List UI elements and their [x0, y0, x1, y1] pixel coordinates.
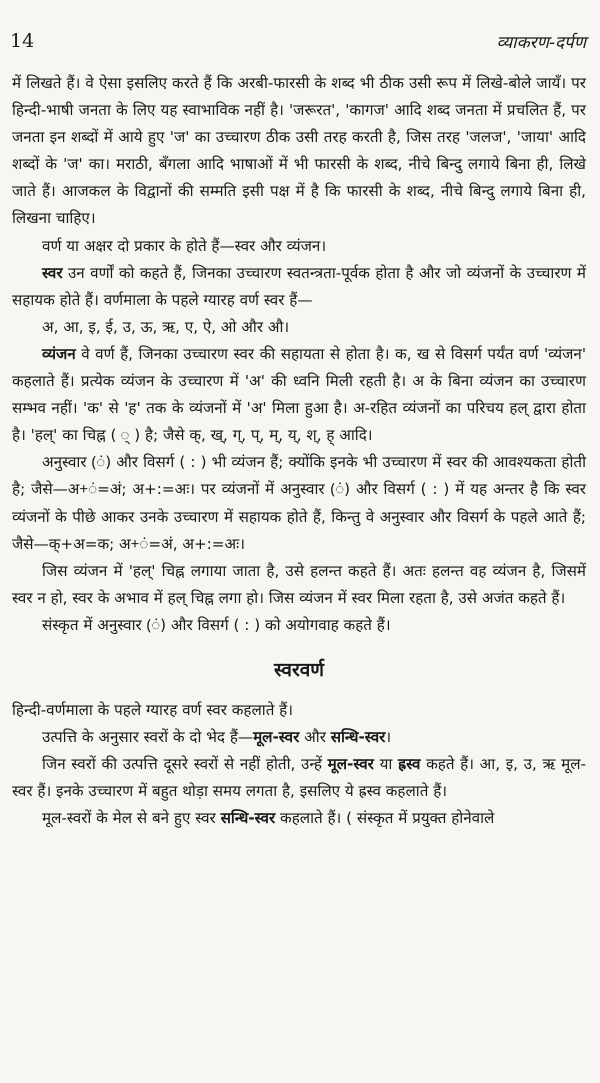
- sandhi-swar-text: मूल-स्वरों के मेल से बने हुए स्वर: [42, 809, 221, 828]
- vyanjan-definition-text: वे वर्ण हैं, जिनका उच्चारण स्वर की सहायता से होता है। क, ख से विसर्ग पर्यंत वर्ण 'व्यंजन' कहलाते हैं। प्रत्येक व्यंजन के उच्चारण में 'अ' की ध्वनि मिली रहती है। अ के बिना व्यंजन का उच्चारण सम्भव नहीं। 'क' से 'ह' तक के व्यंजनों में 'अ' मिला हुआ है। अ-रहित व्यंजनों का परिचय हल् द्वारा होता है। 'हल्' का चिह्न ( ् ) है; जैसे क्, ख्, ग्, प्, म्, य्, श्, ह् आदि।: [12, 344, 586, 445]
- term-sandhi-swar: सन्धि-स्वर: [330, 728, 386, 747]
- paragraph-sandhi-swar: [12, 805, 586, 832]
- sandhi-swar-text-end: कहलाते हैं। ( संस्कृत में प्रयुक्त होनेवाले: [275, 809, 495, 828]
- section-heading: स्वरवर्ण: [273, 658, 325, 681]
- paragraph-mool-swar: [12, 751, 586, 805]
- conjunction-text: और: [299, 728, 331, 747]
- mool-swar-text: जिन स्वरों की उत्पत्ति दूसरे स्वरों से नहीं होती, उन्हें: [42, 755, 328, 774]
- conjunction-text-2: या: [373, 755, 398, 774]
- page-number: 14: [10, 30, 35, 52]
- term-vyanjan: व्यंजन: [42, 344, 76, 363]
- term-sandhi-swar-2: सन्धि-स्वर: [220, 809, 276, 828]
- paragraph-swar-bhed: [12, 724, 586, 751]
- paragraph-swar-definition: [12, 260, 586, 314]
- running-head: व्याकरण-दर्पण: [496, 33, 586, 53]
- term-hrasva: ह्रस्व: [398, 755, 421, 774]
- sentence-end: ।: [385, 728, 392, 747]
- paragraph-anusvar-visarg: अनुस्वार (ं) और विसर्ग ( : ) भी व्यंजन हैं; क्योंकि इनके भी उच्चारण में स्वर की आवश्यकता होती है; जैसे—अ+ं=अं; अ+:=अः। पर व्यंजनों में अनुस्वार (ं) और विसर्ग ( : ) में यह अन्तर है कि स्वर व्यंजनों के पीछे आकर उनके उच्चारण में सहायक होते हैं, किन्तु वे अनुस्वार और विसर्ग के पहले आते हैं; जैसे—क्+अ=क; अ+ं=अं, अ+:=अः।: [12, 453, 586, 553]
- paragraph-swar-list: अ, आ, इ, ई, उ, ऊ, ऋ, ए, ऐ, ओ और औ।: [42, 317, 290, 336]
- paragraph-ayogvah: संस्कृत में अनुस्वार (ं) और विसर्ग ( : ) को अयोगवाह कहते हैं।: [42, 615, 391, 634]
- paragraph-swar-count: हिन्दी-वर्णमाला के पहले ग्यारह वर्ण स्वर कहलाते हैं।: [12, 700, 293, 719]
- paragraph-vyanjan-definition: [12, 341, 586, 449]
- paragraph-halant: जिस व्यंजन में 'हल्' चिह्न लगाया जाता है, उसे हलन्त कहते हैं। अतः हलन्त वह व्यंजन है, जिसमें स्वर न हो, स्वर के अभाव में हल् चिह्न लगा हो। जिस व्यंजन में स्वर मिला रहता है, उसे अजंत कहते हैं।: [12, 561, 586, 607]
- swar-bhed-text: उत्पत्ति के अनुसार स्वरों के दो भेद हैं—: [42, 728, 254, 747]
- paragraph-farsi-words: में लिखते हैं। वे ऐसा इसलिए करते हैं कि अरबी-फारसी के शब्द भी ठीक उसी रूप में लिखे-बोले जायँ। पर हिन्दी-भाषी जनता के लिए यह स्वाभाविक नहीं है। 'जरूरत', 'कागज' आदि शब्द जनता में प्रचलित हैं, पर जनता इन शब्दों में आये हुए 'ज' का उच्चारण ठीक उसी तरह करती है, जिस तरह 'जलज', 'जाया' आदि शब्दों के 'ज' का। मराठी, बँगला आदि भाषाओं में भी फारसी के शब्द, नीचे बिन्दु लगाये बिना ही, लिखे जाते हैं। आजकल के विद्वानों की सम्मति इसी पक्ष में है कि फारसी के शब्द, नीचे बिन्दु लगाये बिना ही, लिखना चाहिए।: [12, 74, 586, 228]
- term-mool-swar: मूल-स्वर: [253, 728, 300, 747]
- page-body: [12, 70, 586, 832]
- paragraph-varna-types: वर्ण या अक्षर दो प्रकार के होते हैं—स्वर और व्यंजन।: [42, 236, 327, 255]
- mool-swar-text-end: कहते हैं। आ, इ, उ, ऋ मूल-स्वर हैं। इनके उच्चारण में बहुत थोड़ा समय लगता है, इसलिए ये ह्रस्व कहलाते हैं।: [12, 755, 586, 801]
- page-header: [0, 30, 600, 54]
- term-swar: स्वर: [42, 263, 63, 282]
- swar-definition-text: उन वर्णों को कहते हैं, जिनका उच्चारण स्वतन्त्रता-पूर्वक होता है और जो व्यंजनों के उच्चारण में सहायक होते हैं। वर्णमाला के पहले ग्यारह वर्ण स्वर हैं—: [12, 263, 586, 309]
- term-mool-swar-2: मूल-स्वर: [327, 755, 374, 774]
